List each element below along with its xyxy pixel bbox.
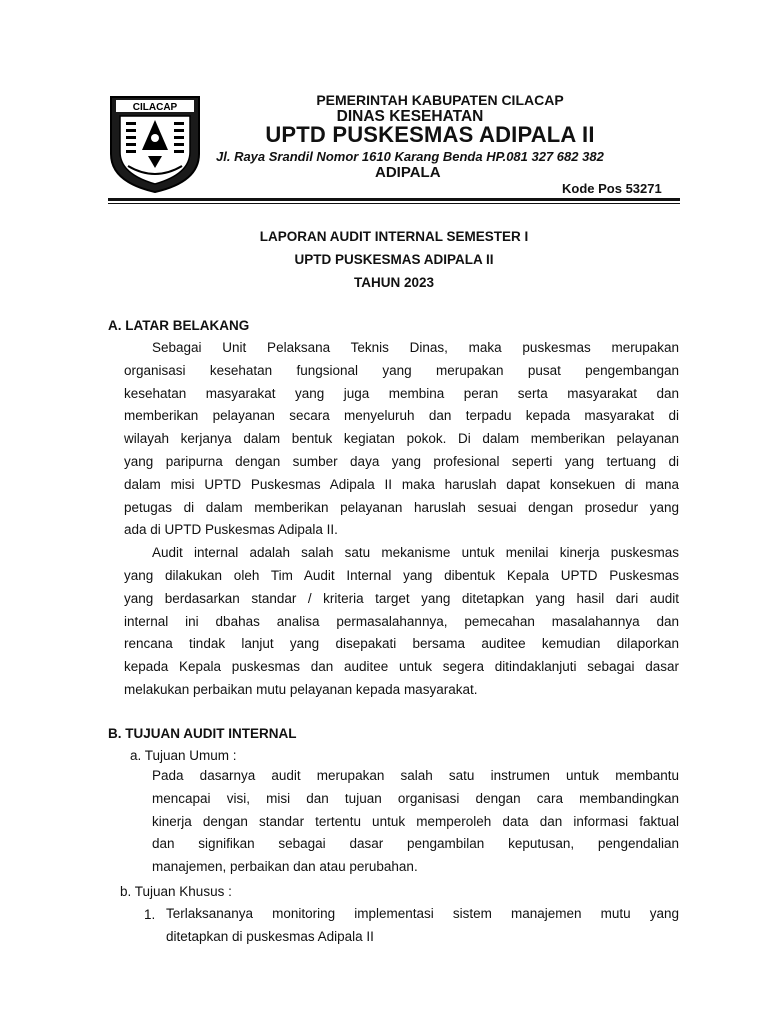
text-line: melakukan perbaikan mutu pelayanan kepada masyarakat. xyxy=(124,681,478,697)
text-line: Sebagai Unit Pelaksana Teknis Dinas, maka puskesmas merupakan xyxy=(152,340,679,355)
letterhead-agency: DINAS KESEHATAN xyxy=(336,108,484,125)
text-line: rencana tindak lanjut yang disepakati bersama auditee kemudian dilaporkan xyxy=(124,636,679,652)
document-title-line-3: TAHUN 2023 xyxy=(353,275,435,290)
letterhead-postal-code: Kode Pos 53271 xyxy=(562,181,662,196)
text-line: internal ini dbahas analisa permasalahannya, pemecahan masalahannya dan xyxy=(124,613,679,629)
letterhead-thin-rule xyxy=(108,203,680,204)
text-line: kinerja dengan standar tertentu untuk memperoleh data dan informasi faktual xyxy=(152,813,679,829)
letterhead-institution: UPTD PUSKESMAS ADIPALA II xyxy=(265,122,595,147)
text-line: Pada dasarnya audit merupakan salah satu instrumen untuk membantu xyxy=(152,768,679,783)
section-b-specific-label: b. Tujuan Khusus : xyxy=(120,884,232,899)
section-b-heading: B. TUJUAN AUDIT INTERNAL xyxy=(108,726,297,741)
section-b-specific-item-1 xyxy=(166,903,679,949)
section-b-general-label: a. Tujuan Umum : xyxy=(130,748,237,763)
text-line: Audit internal adalah salah satu mekanisme untuk menilai kinerja puskesmas xyxy=(152,545,679,561)
text-line: kesehatan masyarakat yang juga membina peran serta masyarakat dan xyxy=(124,385,679,401)
section-b-general-text xyxy=(152,765,679,879)
text-line: memberikan pelayanan secara menyeluruh dan terpadu kepada masyarakat di xyxy=(124,408,679,424)
text-line: kepada Kepala puskesmas dan auditee untuk segera ditindaklanjuti sebagai dasar xyxy=(124,659,679,675)
cilacap-logo xyxy=(108,94,202,194)
letterhead-thick-rule xyxy=(108,198,680,201)
text-line: dan signifikan sebagai dasar pengambilan keputusan, pengendalian xyxy=(152,836,679,852)
text-line: yang berdasarkan standar / kriteria target yang ditetapkan yang hasil dari audit xyxy=(124,590,679,606)
document-title-line-1: LAPORAN AUDIT INTERNAL SEMESTER I xyxy=(259,229,529,244)
text-line: manajemen, perbaikan dan atau perubahan. xyxy=(152,859,418,875)
text-line: wilayah kerjanya dalam bentuk kegiatan pokok. Di dalam memberikan pelayanan xyxy=(124,431,679,447)
list-number: 1. xyxy=(144,907,156,922)
text-line: Terlaksananya monitoring implementasi sistem manajemen mutu yang xyxy=(166,906,679,921)
letterhead-address: Jl. Raya Srandil Nomor 1610 Karang Benda HP.081 327 682 382 xyxy=(216,149,604,164)
text-line: dalam misi UPTD Puskesmas Adipala II maka haruslah dapat konsekuen di mana xyxy=(124,476,679,492)
text-line: ada di UPTD Puskesmas Adipala II. xyxy=(124,522,338,538)
section-a-paragraph-1 xyxy=(124,337,679,702)
text-line: yang dilakukan oleh Tim Audit Internal yang dibentuk Kepala UPTD Puskesmas xyxy=(124,567,679,583)
text-line: ditetapkan di puskesmas Adipala II xyxy=(166,928,374,944)
letterhead-city: ADIPALA xyxy=(375,164,441,181)
text-line: mencapai visi, misi dan tujuan organisasi dengan cara membandingkan xyxy=(152,790,679,806)
document-title-line-2: UPTD PUSKESMAS ADIPALA II xyxy=(294,252,494,267)
section-a-heading: A. LATAR BELAKANG xyxy=(108,318,250,333)
letterhead-government: PEMERINTAH KABUPATEN CILACAP xyxy=(316,92,564,108)
text-line: organisasi kesehatan fungsional yang merupakan pusat pengembangan xyxy=(124,362,679,378)
text-line: yang paripurna dengan sumber daya yang profesional seperti yang tertuang di xyxy=(124,453,679,469)
logo-text: CILACAP xyxy=(132,102,178,113)
text-line: petugas di dalam memberikan pelayanan haruslah sesuai dengan prosedur yang xyxy=(124,499,679,515)
